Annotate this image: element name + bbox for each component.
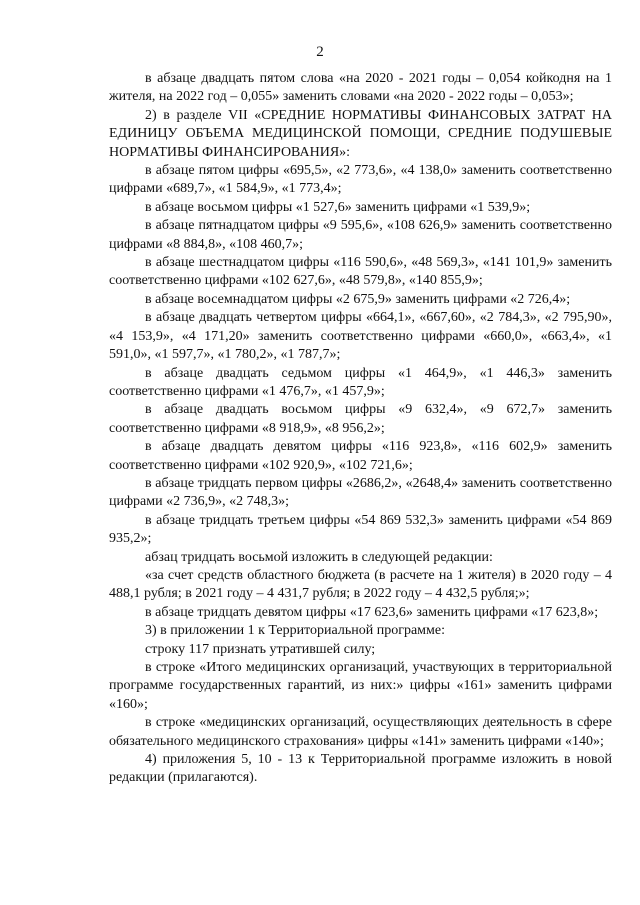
paragraph: строку 117 признать утратившей силу;	[145, 641, 376, 657]
paragraph: 3) в приложении 1 к Территориальной программе:	[145, 623, 445, 639]
paragraph: абзац тридцать восьмой изложить в следующей редакции:	[145, 549, 493, 565]
paragraph: «за счет средств областного бюджета (в расчете на 1 жителя) в 2020 году – 4 488,1 рубля; в 2021 году – 4 431,7 рубля; в 2022 году – 4 432,5 рубля;»;	[109, 567, 612, 602]
paragraph: в абзаце тридцать первом цифры «2686,2», «2648,4» заменить соответственно цифрами «2 736,9», «2 748,3»;	[109, 475, 612, 510]
paragraph: в абзаце пятнадцатом цифры «9 595,6», «108 626,9» заменить соответственно цифрами «8 884,8», «108 460,7»;	[109, 218, 612, 252]
paragraph: в абзаце тридцать третьем цифры «54 869 532,3» заменить цифрами «54 869 935,2»;	[109, 512, 612, 547]
paragraph: в абзаце двадцать четвертом цифры «664,1», «667,60», «2 784,3», «2 795,90», «4 153,9», «4 171,20» заменить соответственно цифрами «660,0», «663,4», «1 591,0», «1 597,7», «1 780,2», «1 787,7»;	[109, 310, 612, 363]
page-number: 2	[316, 44, 324, 60]
paragraph: в абзаце пятом цифры «695,5», «2 773,6», «4 138,0» заменить соответственно цифрами «689,7», «1 584,9», «1 773,4»;	[109, 163, 612, 197]
paragraph: в абзаце двадцать восьмом цифры «9 632,4», «9 672,7» заменить соответственно цифрами «8 918,9», «8 956,2»;	[109, 402, 612, 436]
paragraph: в абзаце двадцать седьмом цифры «1 464,9», «1 446,3» заменить соответственно цифрами «1 476,7», «1 457,9»;	[109, 365, 612, 399]
paragraph: в абзаце восемнадцатом цифры «2 675,9» заменить цифрами «2 726,4»;	[145, 291, 571, 307]
paragraph: в абзаце восьмом цифры «1 527,6» заменить цифрами «1 539,9»;	[145, 199, 531, 215]
paragraph: в абзаце шестнадцатом цифры «116 590,6», «48 569,3», «141 101,9» заменить соответственно цифрами «102 627,6», «48 579,8», «140 855,9»;	[109, 255, 612, 289]
paragraph: в абзаце двадцать девятом цифры «116 923,8», «116 602,9» заменить соответственно цифрами «102 920,9», «102 721,6»;	[109, 439, 612, 473]
paragraph: 2) в разделе VII «СРЕДНИЕ НОРМАТИВЫ ФИНАНСОВЫХ ЗАТРАТ НА ЕДИНИЦУ ОБЪЕМА МЕДИЦИНСКОЙ ПОМОЩИ, СРЕДНИЕ ПОДУШЕВЫЕ НОРМАТИВЫ ФИНАНСИРОВАНИЯ»:	[109, 107, 612, 160]
paragraph: в абзаце двадцать пятом слова «на 2020 - 2021 годы – 0,054 койкодня на 1 жителя, на 2022 год – 0,055» заменить словами «на 2020 - 2022 годы – 0,053»;	[109, 71, 612, 105]
paragraph: в абзаце тридцать девятом цифры «17 623,6» заменить цифрами «17 623,8»;	[145, 604, 599, 620]
paragraph: 4) приложения 5, 10 - 13 к Территориальной программе изложить в новой редакции (прилагаются).	[109, 752, 612, 786]
paragraph: в строке «Итого медицинских организаций, участвующих в территориальной программе государственных гарантий, из них:» цифры «161» заменить цифрами «160»;	[109, 660, 612, 712]
paragraph: в строке «медицинских организаций, осуществляющих деятельность в сфере обязательного медицинского страхования» цифры «141» заменить цифрами «140»;	[109, 715, 612, 749]
document-body	[109, 70, 612, 788]
